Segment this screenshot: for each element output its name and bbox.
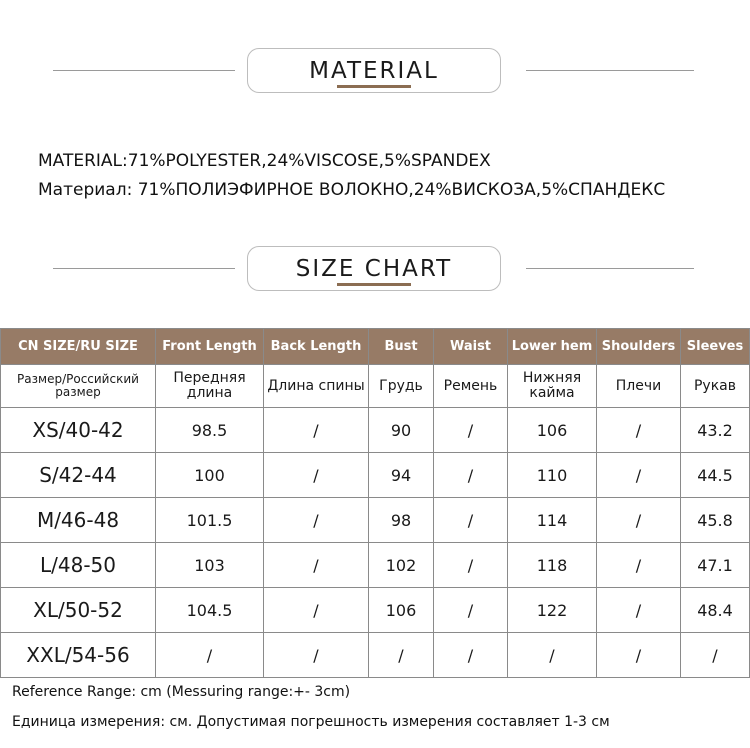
- table-row: [1, 498, 750, 543]
- table-row: [1, 543, 750, 588]
- header-ru-waist: Ремень: [434, 365, 508, 408]
- divider-left-size: [53, 268, 235, 269]
- cell-size: XS/40-42: [1, 408, 156, 453]
- table-row: [1, 588, 750, 633]
- cell-lower-hem: 110: [508, 453, 597, 498]
- cell-front-length: 100: [156, 453, 264, 498]
- header-en-shoulders: Shoulders: [597, 329, 681, 365]
- header-ru-bust: Грудь: [369, 365, 434, 408]
- header-en-waist: Waist: [434, 329, 508, 365]
- cell-back-length: /: [264, 543, 369, 588]
- cell-waist: /: [434, 543, 508, 588]
- table-row: [1, 633, 750, 678]
- cell-bust: 102: [369, 543, 434, 588]
- cell-front-length: /: [156, 633, 264, 678]
- cell-waist: /: [434, 408, 508, 453]
- header-en-sleeves: Sleeves: [681, 329, 750, 365]
- material-heading: [247, 48, 501, 93]
- header-ru-lower-hem: Нижняя кайма: [508, 365, 597, 408]
- cell-waist: /: [434, 498, 508, 543]
- cell-back-length: /: [264, 498, 369, 543]
- cell-waist: /: [434, 588, 508, 633]
- header-ru-size: Размер/Российский размер: [1, 365, 156, 408]
- cell-bust: 94: [369, 453, 434, 498]
- cell-size: M/46-48: [1, 498, 156, 543]
- material-text-en: MATERIAL:71%POLYESTER,24%VISCOSE,5%SPANDEX: [38, 151, 491, 171]
- cell-lower-hem: 114: [508, 498, 597, 543]
- divider-right-material: [526, 70, 694, 71]
- cell-front-length: 103: [156, 543, 264, 588]
- cell-lower-hem: 106: [508, 408, 597, 453]
- table-row: [1, 453, 750, 498]
- cell-front-length: 98.5: [156, 408, 264, 453]
- divider-right-size: [526, 268, 694, 269]
- cell-bust: 106: [369, 588, 434, 633]
- cell-shoulders: /: [597, 408, 681, 453]
- cell-sleeves: /: [681, 633, 750, 678]
- cell-sleeves: 48.4: [681, 588, 750, 633]
- cell-shoulders: /: [597, 498, 681, 543]
- table-header-ru: [1, 365, 750, 408]
- header-ru-sleeves: Рукав: [681, 365, 750, 408]
- header-en-lower-hem: Lower hem: [508, 329, 597, 365]
- cell-lower-hem: 118: [508, 543, 597, 588]
- cell-back-length: /: [264, 408, 369, 453]
- cell-front-length: 101.5: [156, 498, 264, 543]
- size-chart-heading: [247, 246, 501, 291]
- reference-range-note: Reference Range: cm (Messuring range:+- 3cm): [12, 684, 351, 700]
- cell-waist: /: [434, 633, 508, 678]
- size-chart-table: [0, 328, 750, 678]
- size-chart-heading-accent: [337, 283, 411, 286]
- material-heading-text: MATERIAL: [309, 57, 439, 84]
- cell-back-length: /: [264, 453, 369, 498]
- cell-sleeves: 47.1: [681, 543, 750, 588]
- cell-bust: 90: [369, 408, 434, 453]
- cell-sleeves: 45.8: [681, 498, 750, 543]
- cell-back-length: /: [264, 588, 369, 633]
- material-heading-accent: [337, 85, 411, 88]
- cell-shoulders: /: [597, 543, 681, 588]
- material-text-ru: Материал: 71%ПОЛИЭФИРНОЕ ВОЛОКНО,24%ВИСКОЗА,5%СПАНДЕКС: [38, 180, 666, 200]
- cell-sleeves: 43.2: [681, 408, 750, 453]
- header-ru-front-length: Передняя длина: [156, 365, 264, 408]
- cell-bust: /: [369, 633, 434, 678]
- cell-size: XL/50-52: [1, 588, 156, 633]
- cell-lower-hem: 122: [508, 588, 597, 633]
- cell-size: L/48-50: [1, 543, 156, 588]
- cell-front-length: 104.5: [156, 588, 264, 633]
- header-en-bust: Bust: [369, 329, 434, 365]
- table-row: [1, 408, 750, 453]
- header-en-back-length: Back Length: [264, 329, 369, 365]
- cell-lower-hem: /: [508, 633, 597, 678]
- header-en-size: CN SIZE/RU SIZE: [1, 329, 156, 365]
- cell-shoulders: /: [597, 633, 681, 678]
- cell-shoulders: /: [597, 453, 681, 498]
- header-en-front-length: Front Length: [156, 329, 264, 365]
- table-header-en: [1, 329, 750, 365]
- cell-back-length: /: [264, 633, 369, 678]
- cell-sleeves: 44.5: [681, 453, 750, 498]
- cell-size: XXL/54-56: [1, 633, 156, 678]
- cell-bust: 98: [369, 498, 434, 543]
- divider-left-material: [53, 70, 235, 71]
- cell-waist: /: [434, 453, 508, 498]
- size-chart-heading-text: SIZE CHART: [295, 255, 453, 282]
- measurement-note-ru: Единица измерения: см. Допустимая погрешность измерения составляет 1-3 см: [12, 714, 610, 730]
- header-ru-shoulders: Плечи: [597, 365, 681, 408]
- header-ru-back-length: Длина спины: [264, 365, 369, 408]
- cell-size: S/42-44: [1, 453, 156, 498]
- cell-shoulders: /: [597, 588, 681, 633]
